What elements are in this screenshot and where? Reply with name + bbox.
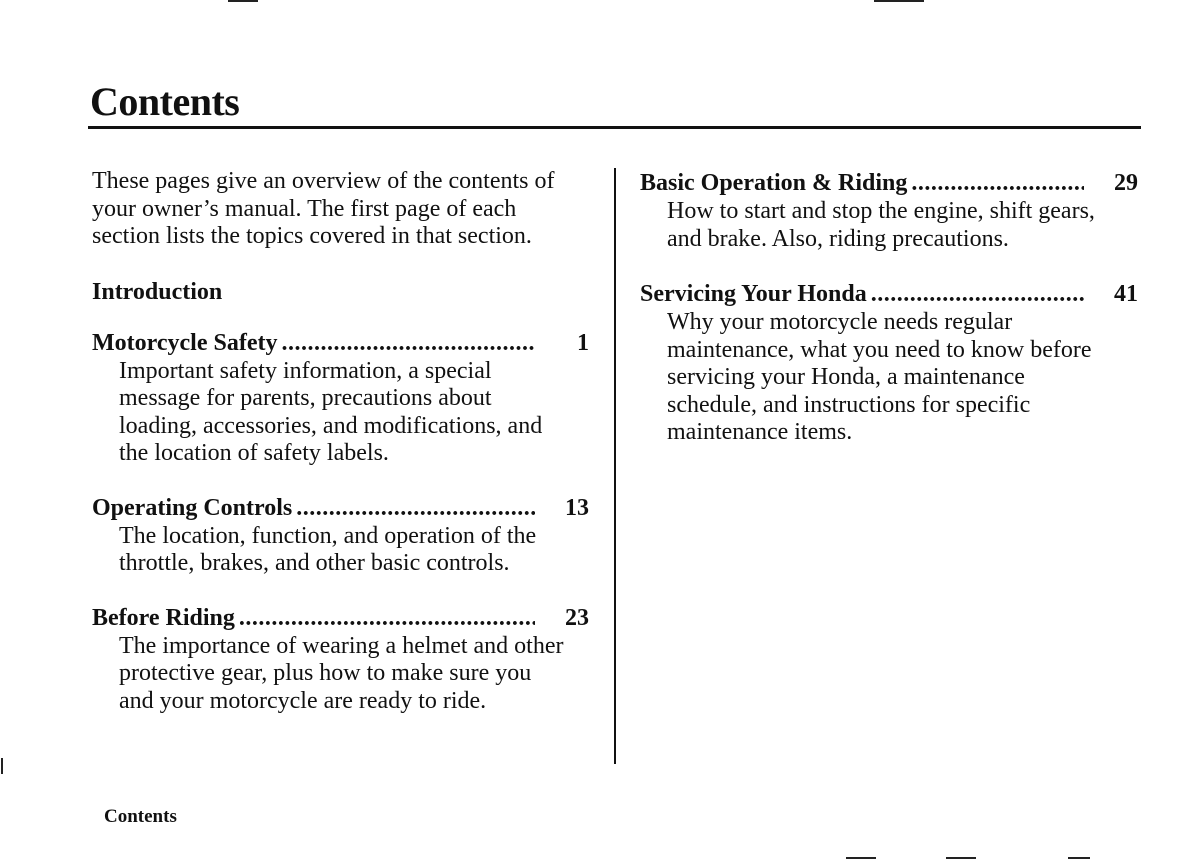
toc-entry-header [640, 279, 1138, 309]
toc-entry-description: Why your motorcycle needs regular maintenance, what you need to know before servicing your Honda, a maintenance schedule, and instructions for specific maintenance items. [667, 309, 1092, 445]
right-column [640, 168, 1140, 447]
dot-leader [239, 603, 535, 633]
toc-entry-operating-controls[interactable] [92, 493, 592, 578]
dot-leader [871, 279, 1084, 309]
toc-entry-page[interactable]: 1 [577, 329, 589, 356]
toc-entry-description: The importance of wearing a helmet and other protective gear, plus how to make sure you and your motorcycle are ready to ride. [119, 632, 564, 714]
introduction-heading: Introduction [92, 278, 223, 305]
toc-entry-title[interactable]: Before Riding [92, 604, 235, 631]
scan-mark-top-left [228, 0, 258, 2]
scan-mark-bottom-3 [1068, 857, 1090, 859]
toc-entry-description: Important safety information, a special message for parents, precautions about loading, accessories, and modifications, and the location of safety labels. [119, 357, 543, 466]
page-title: Contents [90, 79, 240, 124]
toc-entry-page[interactable]: 29 [1114, 170, 1138, 196]
toc-entry-page[interactable]: 23 [565, 604, 589, 631]
toc-entry-header [640, 168, 1138, 198]
toc-entry-title[interactable]: Operating Controls [92, 494, 293, 521]
column-divider [614, 168, 616, 764]
toc-entry-title[interactable]: Basic Operation & Riding [640, 170, 908, 196]
scan-mark-bottom-1 [846, 857, 876, 859]
toc-entry-title[interactable]: Servicing Your Honda [640, 281, 867, 307]
scan-mark-bottom-2 [946, 857, 976, 859]
scan-mark-left-edge [1, 758, 3, 774]
toc-entry-description: How to start and stop the engine, shift gears, and brake. Also, riding precautions. [667, 198, 1095, 252]
left-column [92, 168, 592, 715]
dot-leader [281, 328, 535, 358]
toc-entry-header [92, 493, 589, 523]
toc-entry-header [92, 603, 589, 633]
toc-entry-page[interactable]: 41 [1114, 281, 1138, 307]
dot-leader [296, 493, 535, 523]
toc-entry-before-riding[interactable] [92, 603, 592, 716]
toc-entry-basic-operation[interactable] [640, 168, 1140, 253]
intro-paragraph: These pages give an overview of the contents of your owner’s manual. The first page of each section lists the topics covered in that section. [92, 168, 555, 249]
dot-leader [911, 168, 1084, 198]
footer-label: Contents [104, 806, 177, 827]
toc-entry-page[interactable]: 13 [565, 494, 589, 521]
toc-entry-header [92, 328, 589, 358]
title-rule [88, 126, 1141, 129]
toc-entry-description: The location, function, and operation of the throttle, brakes, and other basic controls. [119, 522, 537, 576]
toc-entry-title[interactable]: Motorcycle Safety [92, 329, 278, 356]
toc-entry-servicing[interactable] [640, 279, 1140, 447]
toc-entry-motorcycle-safety[interactable] [92, 328, 592, 468]
scan-mark-top-right [874, 0, 924, 2]
